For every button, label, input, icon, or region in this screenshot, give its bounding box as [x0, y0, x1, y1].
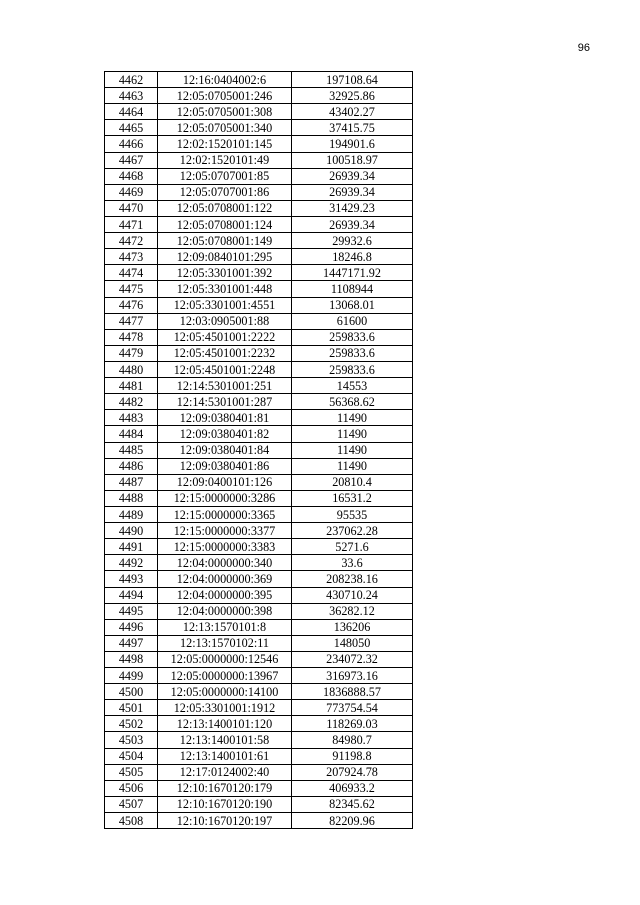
row-number-cell: 4485	[105, 442, 158, 458]
value-cell: 82209.96	[292, 813, 413, 829]
value-cell: 197108.64	[292, 72, 413, 88]
value-cell: 11490	[292, 410, 413, 426]
cadastral-number-cell: 12:05:0708001:124	[158, 216, 292, 232]
cadastral-number-cell: 12:05:0000000:13967	[158, 668, 292, 684]
row-number-cell: 4504	[105, 748, 158, 764]
value-cell: 18246.8	[292, 249, 413, 265]
table-row	[105, 651, 413, 667]
value-cell: 13068.01	[292, 297, 413, 313]
row-number-cell: 4499	[105, 668, 158, 684]
cadastral-number-cell: 12:13:1570102:11	[158, 635, 292, 651]
cadastral-number-cell: 12:05:4501001:2248	[158, 361, 292, 377]
value-cell: 36282.12	[292, 603, 413, 619]
row-number-cell: 4476	[105, 297, 158, 313]
row-number-cell: 4494	[105, 587, 158, 603]
value-cell: 259833.6	[292, 345, 413, 361]
row-number-cell: 4478	[105, 329, 158, 345]
cadastral-number-cell: 12:09:0380401:82	[158, 426, 292, 442]
value-cell: 11490	[292, 442, 413, 458]
page-number: 96	[577, 42, 590, 54]
row-number-cell: 4495	[105, 603, 158, 619]
table-row	[105, 297, 413, 313]
table-row	[105, 635, 413, 651]
row-number-cell: 4492	[105, 555, 158, 571]
row-number-cell: 4484	[105, 426, 158, 442]
row-number-cell: 4503	[105, 732, 158, 748]
table-row	[105, 539, 413, 555]
row-number-cell: 4497	[105, 635, 158, 651]
cadastral-number-cell: 12:05:0000000:14100	[158, 684, 292, 700]
value-cell: 11490	[292, 426, 413, 442]
value-cell: 430710.24	[292, 587, 413, 603]
cadastral-number-cell: 12:02:1520101:49	[158, 152, 292, 168]
table-row	[105, 796, 413, 812]
row-number-cell: 4498	[105, 651, 158, 667]
cadastral-number-cell: 12:13:1400101:61	[158, 748, 292, 764]
cadastral-number-cell: 12:09:0380401:81	[158, 410, 292, 426]
table-row	[105, 136, 413, 152]
cadastral-number-cell: 12:17:0124002:40	[158, 764, 292, 780]
cadastral-number-cell: 12:05:4501001:2222	[158, 329, 292, 345]
value-cell: 31429.23	[292, 200, 413, 216]
table-row	[105, 313, 413, 329]
cadastral-number-cell: 12:15:0000000:3286	[158, 490, 292, 506]
table-row	[105, 619, 413, 635]
table-row	[105, 813, 413, 829]
row-number-cell: 4462	[105, 72, 158, 88]
table-row	[105, 764, 413, 780]
value-cell: 207924.78	[292, 764, 413, 780]
table-row	[105, 216, 413, 232]
value-cell: 91198.8	[292, 748, 413, 764]
value-cell: 100518.97	[292, 152, 413, 168]
table-row	[105, 265, 413, 281]
table-row	[105, 716, 413, 732]
value-cell: 118269.03	[292, 716, 413, 732]
table-row	[105, 361, 413, 377]
value-cell: 1836888.57	[292, 684, 413, 700]
cadastral-number-cell: 12:14:5301001:287	[158, 394, 292, 410]
row-number-cell: 4493	[105, 571, 158, 587]
row-number-cell: 4464	[105, 104, 158, 120]
table-row	[105, 394, 413, 410]
value-cell: 773754.54	[292, 700, 413, 716]
table-row	[105, 345, 413, 361]
row-number-cell: 4466	[105, 136, 158, 152]
table-row	[105, 780, 413, 796]
cadastral-number-cell: 12:05:0708001:149	[158, 233, 292, 249]
value-cell: 61600	[292, 313, 413, 329]
table-row	[105, 281, 413, 297]
table-row	[105, 426, 413, 442]
value-cell: 11490	[292, 458, 413, 474]
cadastral-number-cell: 12:05:0707001:86	[158, 184, 292, 200]
table-row	[105, 458, 413, 474]
row-number-cell: 4502	[105, 716, 158, 732]
value-cell: 406933.2	[292, 780, 413, 796]
table-row	[105, 442, 413, 458]
cadastral-number-cell: 12:13:1570101:8	[158, 619, 292, 635]
cadastral-number-cell: 12:04:0000000:369	[158, 571, 292, 587]
table-row	[105, 378, 413, 394]
value-cell: 5271.6	[292, 539, 413, 555]
cadastral-number-cell: 12:10:1670120:190	[158, 796, 292, 812]
table-row	[105, 120, 413, 136]
value-cell: 316973.16	[292, 668, 413, 684]
cadastral-number-cell: 12:09:0840101:295	[158, 249, 292, 265]
value-cell: 26939.34	[292, 184, 413, 200]
value-cell: 234072.32	[292, 651, 413, 667]
row-number-cell: 4472	[105, 233, 158, 249]
table-row	[105, 72, 413, 88]
cadastral-number-cell: 12:05:3301001:392	[158, 265, 292, 281]
cadastral-number-cell: 12:05:0000000:12546	[158, 651, 292, 667]
value-cell: 20810.4	[292, 474, 413, 490]
value-cell: 43402.27	[292, 104, 413, 120]
row-number-cell: 4500	[105, 684, 158, 700]
value-cell: 1108944	[292, 281, 413, 297]
value-cell: 26939.34	[292, 168, 413, 184]
cadastral-number-cell: 12:15:0000000:3365	[158, 506, 292, 522]
table-row	[105, 329, 413, 345]
cadastral-number-cell: 12:04:0000000:398	[158, 603, 292, 619]
cadastral-number-cell: 12:05:0708001:122	[158, 200, 292, 216]
row-number-cell: 4465	[105, 120, 158, 136]
value-cell: 26939.34	[292, 216, 413, 232]
row-number-cell: 4483	[105, 410, 158, 426]
value-cell: 14553	[292, 378, 413, 394]
value-cell: 56368.62	[292, 394, 413, 410]
table-row	[105, 490, 413, 506]
value-cell: 32925.86	[292, 88, 413, 104]
row-number-cell: 4490	[105, 523, 158, 539]
cadastral-number-cell: 12:04:0000000:340	[158, 555, 292, 571]
value-cell: 136206	[292, 619, 413, 635]
table-body	[105, 72, 413, 829]
table-row	[105, 587, 413, 603]
row-number-cell: 4505	[105, 764, 158, 780]
value-cell: 194901.6	[292, 136, 413, 152]
table-row	[105, 233, 413, 249]
row-number-cell: 4470	[105, 200, 158, 216]
table-row	[105, 748, 413, 764]
value-cell: 84980.7	[292, 732, 413, 748]
row-number-cell: 4489	[105, 506, 158, 522]
value-cell: 16531.2	[292, 490, 413, 506]
cadastral-number-cell: 12:05:0705001:308	[158, 104, 292, 120]
value-cell: 148050	[292, 635, 413, 651]
value-cell: 95535	[292, 506, 413, 522]
cadastral-number-cell: 12:09:0380401:86	[158, 458, 292, 474]
value-cell: 82345.62	[292, 796, 413, 812]
row-number-cell: 4468	[105, 168, 158, 184]
table-row	[105, 603, 413, 619]
row-number-cell: 4487	[105, 474, 158, 490]
value-cell: 259833.6	[292, 361, 413, 377]
row-number-cell: 4481	[105, 378, 158, 394]
table-row	[105, 700, 413, 716]
table-row	[105, 571, 413, 587]
cadastral-number-cell: 12:14:5301001:251	[158, 378, 292, 394]
cadastral-number-cell: 12:15:0000000:3377	[158, 523, 292, 539]
row-number-cell: 4496	[105, 619, 158, 635]
table-row	[105, 410, 413, 426]
value-cell: 37415.75	[292, 120, 413, 136]
cadastral-number-cell: 12:15:0000000:3383	[158, 539, 292, 555]
cadastral-number-cell: 12:10:1670120:179	[158, 780, 292, 796]
row-number-cell: 4475	[105, 281, 158, 297]
cadastral-number-cell: 12:16:0404002:6	[158, 72, 292, 88]
value-cell: 237062.28	[292, 523, 413, 539]
row-number-cell: 4463	[105, 88, 158, 104]
row-number-cell: 4486	[105, 458, 158, 474]
cadastral-number-cell: 12:10:1670120:197	[158, 813, 292, 829]
table-row	[105, 474, 413, 490]
row-number-cell: 4471	[105, 216, 158, 232]
table-row	[105, 506, 413, 522]
table-row	[105, 249, 413, 265]
value-cell: 208238.16	[292, 571, 413, 587]
table-row	[105, 523, 413, 539]
cadastral-number-cell: 12:09:0400101:126	[158, 474, 292, 490]
cadastral-number-cell: 12:05:3301001:4551	[158, 297, 292, 313]
table-row	[105, 88, 413, 104]
cadastral-number-cell: 12:03:0905001:88	[158, 313, 292, 329]
table-row	[105, 684, 413, 700]
row-number-cell: 4467	[105, 152, 158, 168]
row-number-cell: 4491	[105, 539, 158, 555]
row-number-cell: 4479	[105, 345, 158, 361]
table-row	[105, 732, 413, 748]
cadastral-number-cell: 12:05:0705001:246	[158, 88, 292, 104]
cadastral-number-cell: 12:05:4501001:2232	[158, 345, 292, 361]
cadastral-number-cell: 12:05:3301001:448	[158, 281, 292, 297]
cadastral-number-cell: 12:13:1400101:58	[158, 732, 292, 748]
table-row	[105, 104, 413, 120]
table-row	[105, 668, 413, 684]
row-number-cell: 4469	[105, 184, 158, 200]
row-number-cell: 4501	[105, 700, 158, 716]
row-number-cell: 4506	[105, 780, 158, 796]
cadastral-number-cell: 12:05:0707001:85	[158, 168, 292, 184]
value-cell: 259833.6	[292, 329, 413, 345]
row-number-cell: 4480	[105, 361, 158, 377]
cadastral-number-cell: 12:04:0000000:395	[158, 587, 292, 603]
row-number-cell: 4507	[105, 796, 158, 812]
table-row	[105, 152, 413, 168]
row-number-cell: 4474	[105, 265, 158, 281]
row-number-cell: 4482	[105, 394, 158, 410]
value-cell: 33.6	[292, 555, 413, 571]
table-row	[105, 184, 413, 200]
data-table	[104, 71, 413, 829]
value-cell: 1447171.92	[292, 265, 413, 281]
cadastral-number-cell: 12:13:1400101:120	[158, 716, 292, 732]
row-number-cell: 4477	[105, 313, 158, 329]
table-row	[105, 168, 413, 184]
cadastral-number-cell: 12:02:1520101:145	[158, 136, 292, 152]
table-row	[105, 555, 413, 571]
row-number-cell: 4508	[105, 813, 158, 829]
value-cell: 29932.6	[292, 233, 413, 249]
cadastral-number-cell: 12:05:0705001:340	[158, 120, 292, 136]
table-row	[105, 200, 413, 216]
row-number-cell: 4488	[105, 490, 158, 506]
row-number-cell: 4473	[105, 249, 158, 265]
cadastral-number-cell: 12:05:3301001:1912	[158, 700, 292, 716]
cadastral-number-cell: 12:09:0380401:84	[158, 442, 292, 458]
